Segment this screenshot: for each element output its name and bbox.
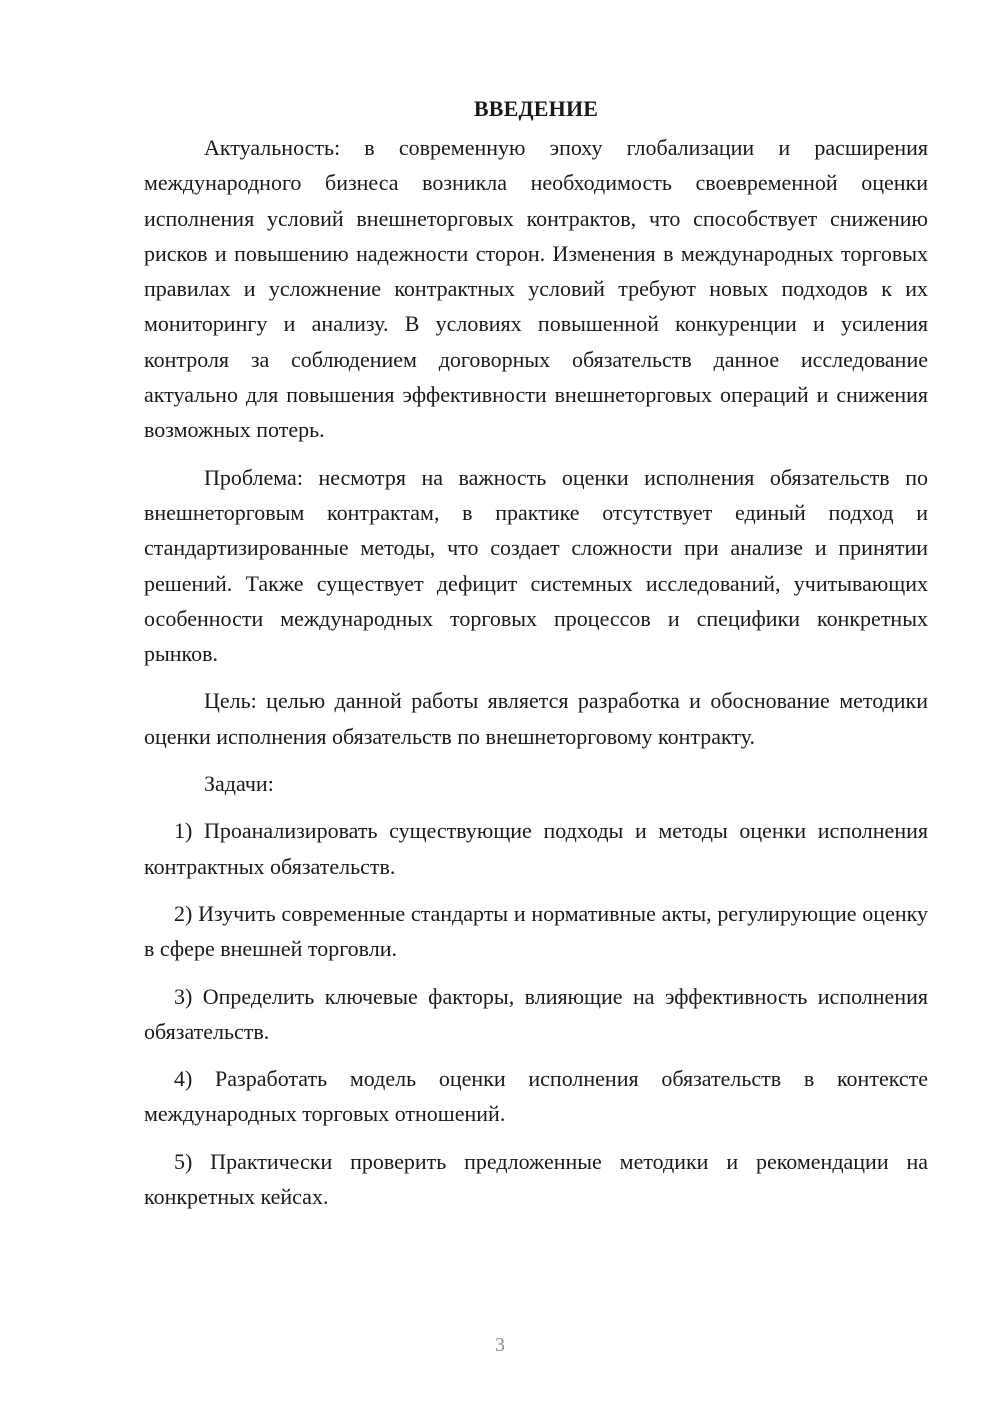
document-page xyxy=(144,92,928,1226)
task-item-4: 4) Разработать модель оценки исполнения обязательств в контексте международных торговых отношений. xyxy=(144,1066,928,1127)
page-title: ВВЕДЕНИЕ xyxy=(473,96,599,121)
task-item-5: 5) Практически проверить предложенные методики и рекомендации на конкретных кейсах. xyxy=(144,1148,928,1210)
page-number: 3 xyxy=(495,1334,505,1356)
paragraph-problem: Проблема: несмотря на важность оценки исполнения обязательств по внешнеторговым контрактам, в практике отсутствует единый подход и стандартизированные методы, что создает сложности при анализе и принятии решений. Также существует дефицит системных исследований, учитывающих особенности международных торговых процессов и специфики конкретных рынков. xyxy=(144,464,928,667)
task-item-2: 2) Изучить современные стандарты и нормативные акты, регулирующие оценку в сфере внешней торговли. xyxy=(144,900,928,962)
paragraph-goal: Цель: целью данной работы является разработка и обоснование методики оценки исполнения обязательств по внешнеторговому контракту. xyxy=(144,688,928,749)
task-item-1: 1) Проанализировать существующие подходы и методы оценки исполнения контрактных обязательств. xyxy=(144,818,928,879)
task-item-3: 3) Определить ключевые факторы, влияющие на эффективность исполнения обязательств. xyxy=(144,983,928,1044)
tasks-label: Задачи: xyxy=(204,771,274,797)
paragraph-relevance: Актуальность: в современную эпоху глобализации и расширения международного бизнеса возникла необходимость своевременной оценки исполнения условий внешнеторговых контрактов, что способствует снижению рисков и повышению надежности сторон. Изменения в международных торговых правилах и усложнение контрактных условий требуют новых подходов к их мониторингу и анализу. В условиях повышенной конкуренции и усиления контроля за соблюдением договорных обязательств данное исследование актуально для повышения эффективности внешнеторговых операций и снижения возможных потерь. xyxy=(144,135,928,443)
